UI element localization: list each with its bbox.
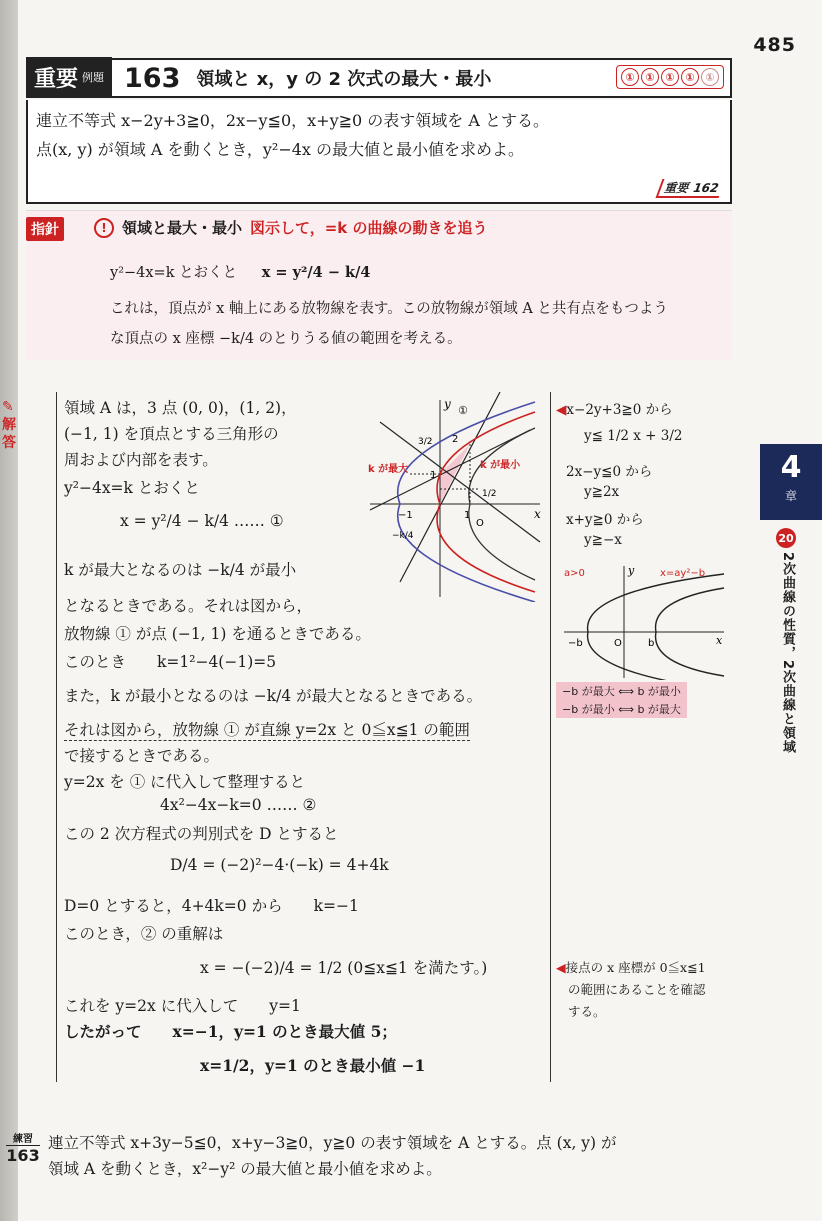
solution-line: 領域 A は，3 点 (0, 0)，(1, 2)，: [64, 399, 297, 417]
solution-line: したがって x=−1，y=1 のとき最大値 5；: [64, 1022, 397, 1041]
solution-line: D=0 とすると，4+4k=0 から k=−1: [64, 897, 359, 915]
solution-line: x = y²/4 − k/4 …… ①: [120, 512, 284, 530]
difficulty-rating: [616, 65, 724, 89]
problem-line: 点(x, y) が領域 A を動くとき，y²−4x の最大値と最小値を求めよ。: [36, 140, 525, 159]
solution-line: x = −(−2)/4 = 1/2 (0≦x≦1 を満たす。): [200, 959, 488, 977]
hint-box: [26, 210, 732, 360]
difficulty-icon: ①: [681, 68, 699, 86]
example-title: 領域と x，y の 2 次式の最大・最小: [196, 69, 492, 90]
fig1-tick: −k/4: [392, 531, 414, 541]
fig1-tick: −1: [398, 510, 413, 521]
side-note-text: 接点の x 座標が 0≦x≦1: [565, 960, 706, 975]
difficulty-icon: ①: [641, 68, 659, 86]
solution-line: それは図から，放物線 ① が直線 y=2x と 0≦x≦1 の範囲: [64, 718, 470, 741]
hint-title: 領域と最大・最小: [122, 219, 243, 237]
practice-number: 163: [6, 1146, 40, 1165]
chapter-number: 4: [780, 450, 802, 485]
solution-line: となるときである。それは図から，: [64, 597, 313, 615]
fig1-curve-label: ①: [458, 404, 468, 417]
hint-heading: [94, 217, 487, 238]
difficulty-icon: ①: [661, 68, 679, 86]
hint-eq-a: y²−4x=k とおくと: [110, 265, 238, 281]
parabola-shift-figure: [560, 562, 728, 680]
warning-icon: !: [94, 218, 114, 238]
fig1-tick: 1/2: [482, 489, 497, 499]
line-y-eq-neg-x: [380, 422, 540, 542]
fig1-origin: O: [476, 518, 484, 529]
side-box: −b が最小 ⟺ b が最大: [556, 700, 687, 718]
fig1-tick: 1: [464, 510, 471, 521]
hint-equation: [110, 261, 370, 282]
section-number: 20: [776, 528, 796, 548]
kmin-label: k が最小: [480, 460, 521, 471]
triangle-bullet-icon: ◀: [556, 960, 566, 975]
solution-divider: [56, 392, 57, 1082]
side-note: y≧−x: [584, 532, 622, 548]
side-note: y≦ 1/2 x + 3/2: [584, 428, 683, 444]
page-number: 485: [753, 34, 796, 56]
fig1-tick: 2: [452, 434, 459, 445]
badge-label: 重要: [34, 66, 79, 92]
difficulty-icon: ①: [701, 68, 719, 86]
fig2-b: b: [648, 638, 655, 649]
side-note: [556, 398, 673, 418]
solution-line: (−1, 1) を頂点とする三角形の: [64, 425, 279, 443]
side-divider: [550, 392, 551, 1082]
fig2-origin: O: [614, 638, 622, 649]
solution-line: y²−4x=k とおくと: [64, 479, 200, 497]
solution-line: 放物線 ① が点 (−1, 1) を通るときである。: [64, 625, 371, 643]
solution-line: y=2x を ① に代入して整理すると: [64, 773, 306, 791]
section-title: 2次曲線の性質，2次曲線と領域: [780, 552, 795, 755]
side-note: 2x−y≦0 から: [566, 464, 653, 480]
solution-tag-label: 解答: [2, 417, 16, 451]
side-box: −b が最大 ⟺ b が最小: [556, 682, 687, 700]
difficulty-icon: ①: [621, 68, 639, 86]
side-note: [556, 958, 706, 976]
fig2-neg-b: −b: [568, 638, 583, 649]
solution-line: この 2 次方程式の判別式を D とすると: [64, 825, 339, 843]
importance-badge: [26, 57, 112, 97]
fig2-x-label: x: [716, 634, 723, 647]
side-note: y≧2x: [584, 484, 620, 500]
solution-line: また，k が最小となるのは −k/4 が最大となるときである。: [64, 687, 483, 705]
fig1-x-label: x: [534, 507, 541, 521]
solution-line: k が最大となるのは −k/4 が最小: [64, 561, 297, 579]
hint-point: 図示して，=k の曲線の動きを追う: [250, 219, 488, 237]
badge-sub-label: 例題: [82, 71, 105, 84]
practice-line: 領域 A を動くとき，x²−y² の最大値と最小値を求めよ。: [48, 1160, 442, 1178]
chapter-suffix: 章: [784, 489, 797, 503]
fig1-y-label: y: [444, 397, 451, 411]
hint-text-line: な頂点の x 座標 −k/4 のとりうる値の範囲を考える。: [110, 331, 462, 347]
side-note: の範囲にあることを確認: [568, 982, 706, 997]
solution-line: このとき，② の重解は: [64, 925, 224, 943]
solution-line: 4x²−4x−k=0 …… ②: [160, 796, 317, 814]
practice-problem: [6, 1130, 786, 1182]
hint-eq-b: x = y²/4 − k/4: [261, 264, 371, 281]
side-note-text: x−2y+3≧0 から: [566, 402, 673, 418]
reference-link[interactable]: 重要 162: [655, 179, 725, 198]
fig2-a-label: a>0: [564, 568, 585, 579]
solution-line: x=1/2，y=1 のとき最小値 −1: [200, 1056, 426, 1075]
fig1-tick: 3/2: [418, 437, 433, 447]
hint-text-line: これは，頂点が x 軸上にある放物線を表す。この放物線が領域 A と共有点をもつよう: [110, 301, 668, 317]
practice-tag: [6, 1130, 40, 1165]
solution-line: このとき k=1²−4(−1)=5: [64, 653, 277, 671]
practice-line: 連立不等式 x+3y−5≦0，x+y−3≧0，y≧0 の表す領域を A とする。点 (x, y) が: [48, 1134, 617, 1152]
chapter-tab[interactable]: [760, 444, 822, 520]
fig2-curve-label: x=ay²−b: [660, 568, 706, 579]
problem-statement: [26, 100, 732, 204]
kmax-label: k が最大: [368, 464, 409, 475]
solution-line: D/4 = (−2)²−4·(−k) = 4+4k: [170, 856, 389, 874]
fig1-tick: 1: [430, 470, 437, 481]
side-note: する。: [568, 1004, 606, 1019]
example-number: 163: [124, 62, 181, 94]
solution-line: 周および内部を表す。: [64, 451, 218, 469]
solution-line: で接するときである。: [64, 747, 220, 765]
solution-line: これを y=2x に代入して y=1: [64, 997, 301, 1015]
region-parabola-figure: [360, 392, 548, 602]
example-title-bar: [26, 58, 732, 98]
side-note: x+y≧0 から: [566, 512, 644, 528]
fig2-y-label: y: [628, 564, 635, 577]
parabola-kmax: [398, 402, 535, 602]
hint-tag: 指針: [26, 217, 64, 241]
practice-tag-label: 練習: [13, 1134, 33, 1145]
triangle-bullet-icon: ◀: [556, 402, 567, 418]
solution-tag: ✎ 解答: [2, 399, 16, 451]
problem-line: 連立不等式 x−2y+3≧0，2x−y≦0，x+y≧0 の表す領域を A とする。: [36, 111, 550, 130]
